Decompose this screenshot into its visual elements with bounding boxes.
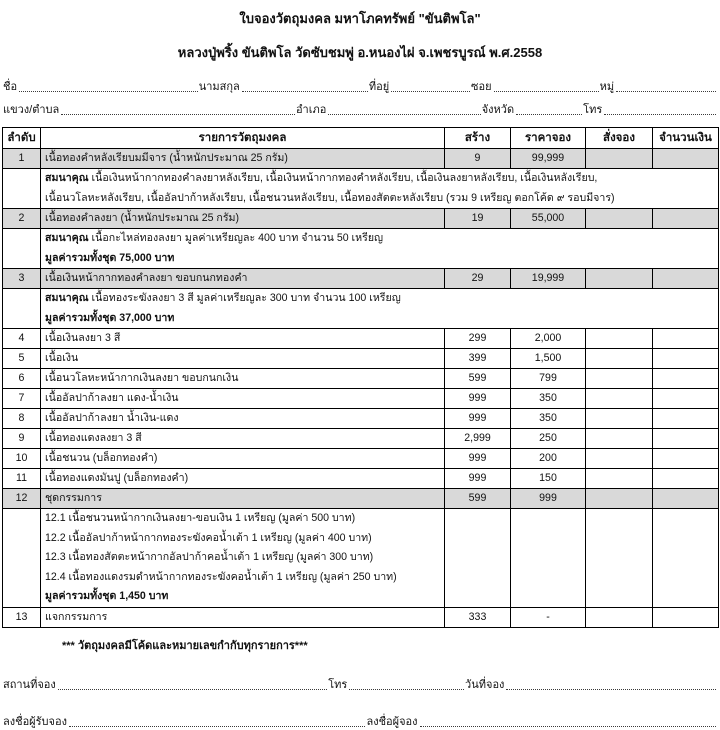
form-subtitle: หลวงปู่พริ้ง ขันติพโล วัดซับชมพู่ อ.หนองไผ่ จ.เพชรบูรณ์ พ.ศ.2558 xyxy=(177,45,543,60)
item-row xyxy=(3,329,719,349)
dotted-fill-space xyxy=(604,114,716,115)
sub-item-line: 12.3 เนื้อทองสัตตะหน้ากากอัลปาก้าคอน้ำเต้า 1 เหรียญ (มูลค่า 300 บาท) xyxy=(45,551,374,563)
amount-cell xyxy=(653,329,719,349)
field-label: ลงชื่อผู้จอง xyxy=(366,715,418,728)
reserve-price: 200 xyxy=(511,449,586,469)
made-count: 2,999 xyxy=(445,429,511,449)
row-number-empty xyxy=(3,229,41,269)
item-name: ชุดกรรมการ xyxy=(41,489,445,509)
field-label: จังหวัด xyxy=(481,104,515,116)
made-count: 999 xyxy=(445,389,511,409)
field-label: แขวง/ตำบล xyxy=(3,104,60,116)
bonus-note-row xyxy=(3,229,719,269)
header-row xyxy=(3,128,719,149)
reserve-price: 1,500 xyxy=(511,349,586,369)
row-number: 3 xyxy=(3,269,41,289)
item-row xyxy=(3,449,719,469)
dotted-fill-space xyxy=(61,114,295,115)
order-cell xyxy=(586,607,653,627)
row-number-empty xyxy=(3,169,41,209)
column-header: จำนวนเงิน xyxy=(653,128,719,149)
amount-cell xyxy=(653,409,719,429)
bonus-label: สมนาคุณ xyxy=(45,292,92,304)
order-cell xyxy=(586,349,653,369)
field-label: ลงชื่อผู้รับจอง xyxy=(3,715,67,728)
table-header-row xyxy=(3,128,719,149)
form-title: ใบจองวัตถุมงคล มหาโภคทรัพย์ "ขันติพโล" xyxy=(239,11,481,26)
order-empty xyxy=(586,509,653,608)
dotted-fill-space xyxy=(58,689,327,690)
set-total-line: มูลค่ารวมทั้งชุด 1,450 บาท xyxy=(45,590,169,602)
field-label: อำเภอ xyxy=(295,104,327,116)
made-count: 999 xyxy=(445,469,511,489)
column-header: ราคาจอง xyxy=(511,128,586,149)
item-name: เนื้อเงินลงยา 3 สี xyxy=(41,329,445,349)
order-cell xyxy=(586,329,653,349)
made-count: 999 xyxy=(445,449,511,469)
item-row xyxy=(3,607,719,627)
row-number: 12 xyxy=(3,489,41,509)
row-number: 5 xyxy=(3,349,41,369)
item-name: เนื้ออัลปาก้าลงยา น้ำเงิน-แดง xyxy=(41,409,445,429)
dotted-fill-space xyxy=(242,91,368,92)
item-name: เนื้ออัลปาก้าลงยา แดง-น้ำเงิน xyxy=(41,389,445,409)
amount-cell xyxy=(653,389,719,409)
column-header: สร้าง xyxy=(445,128,511,149)
row-number-empty xyxy=(3,289,41,329)
item-row xyxy=(3,209,719,229)
row-number: 2 xyxy=(3,209,41,229)
item-name: แจกกรรมการ xyxy=(41,607,445,627)
reserve-price: 99,999 xyxy=(511,149,586,169)
table-body xyxy=(3,149,719,628)
reserve-price: - xyxy=(511,607,586,627)
order-cell xyxy=(586,409,653,429)
row-number: 7 xyxy=(3,389,41,409)
bonus-note-cell xyxy=(41,229,719,269)
item-name: เนื้อทองคำหลังเรียบมมีจาร (น้ำหนักประมาณ 25 กรัม) xyxy=(41,149,445,169)
reserve-price: 350 xyxy=(511,409,586,429)
sub-items-row xyxy=(3,509,719,608)
made-count: 999 xyxy=(445,409,511,429)
dotted-fill-space xyxy=(391,91,470,92)
booking-place-line xyxy=(3,670,717,693)
order-cell xyxy=(586,209,653,229)
dotted-fill-space xyxy=(616,91,716,92)
bonus-note-row xyxy=(3,169,719,209)
order-cell xyxy=(586,149,653,169)
amount-cell xyxy=(653,449,719,469)
reserve-price: 799 xyxy=(511,369,586,389)
bonus-note-cell xyxy=(41,169,719,209)
amount-cell xyxy=(653,269,719,289)
bonus-note-line: สมนาคุณ เนื้อเงินหน้ากากทองคำลงยาหลังเรียบ, เนื้อเงินหน้ากากทองคำหลังเรียบ, เนื้อเงินลงยาหลังเรียบ, เนื้อเงินหลังเรียบ, xyxy=(45,172,598,184)
amount-cell xyxy=(653,429,719,449)
item-name: เนื้อทองแดงมันปู (บล็อกทองคำ) xyxy=(41,469,445,489)
order-cell xyxy=(586,389,653,409)
bonus-note-line: สมนาคุณ เนื้อทองระฆังลงยา 3 สี มูลค่าเหรียญละ 300 บาท จำนวน 100 เหรียญ xyxy=(45,292,401,304)
made-empty xyxy=(445,509,511,608)
reserve-price: 19,999 xyxy=(511,269,586,289)
amount-cell xyxy=(653,369,719,389)
price-empty xyxy=(511,509,586,608)
row-number: 6 xyxy=(3,369,41,389)
reserve-price: 350 xyxy=(511,389,586,409)
reserve-price: 999 xyxy=(511,489,586,509)
dotted-fill-space xyxy=(516,114,582,115)
made-count: 299 xyxy=(445,329,511,349)
item-name: เนื้อเงินหน้ากากทองคำลงยา ขอบกนกทองคำ xyxy=(41,269,445,289)
item-name: เนื้อทองแดงลงยา 3 สี xyxy=(41,429,445,449)
field-label: ชื่อ xyxy=(3,81,18,93)
order-cell xyxy=(586,469,653,489)
field-label: ซอย xyxy=(471,81,492,93)
item-row xyxy=(3,409,719,429)
order-cell xyxy=(586,429,653,449)
bonus-note-line: สมนาคุณ เนื้อกะไหล่ทองลงยา มูลค่าเหรียญละ 400 บาท จำนวน 50 เหรียญ xyxy=(45,232,384,244)
bonus-note-line: มูลค่ารวมทั้งชุด 75,000 บาท xyxy=(45,251,175,264)
item-row xyxy=(3,149,719,169)
made-count: 9 xyxy=(445,149,511,169)
dotted-fill-space xyxy=(19,91,198,92)
dotted-fill-space xyxy=(349,689,464,690)
dotted-fill-space xyxy=(506,689,716,690)
sub-item-line: 12.1 เนื้อชนวนหน้ากากเงินลงยา-ขอบเงิน 1 เหรียญ (มูลค่า 500 บาท) xyxy=(45,512,356,524)
field-label: โทร xyxy=(583,104,603,116)
amount-cell xyxy=(653,349,719,369)
row-number: 9 xyxy=(3,429,41,449)
reserve-price: 2,000 xyxy=(511,329,586,349)
row-number: 11 xyxy=(3,469,41,489)
column-header: รายการวัตถุมงคล xyxy=(41,128,445,149)
order-cell xyxy=(586,369,653,389)
bonus-note-line: เนื้อนวโลหะหลังเรียบ, เนื้ออัลปาก้าหลังเรียบ, เนื้อชนวนหลังเรียบ, เนื้อทองสัตตะหลังเรียบ (รวม 9 เหรียญ ตอกโค้ด ๙ รอบมีจาร) xyxy=(45,191,615,204)
bonus-note-row xyxy=(3,289,719,329)
reserve-price: 250 xyxy=(511,429,586,449)
row-number: 10 xyxy=(3,449,41,469)
row-number: 13 xyxy=(3,607,41,627)
order-cell xyxy=(586,449,653,469)
amount-cell xyxy=(653,469,719,489)
item-name: เนื้อชนวน (บล็อกทองคำ) xyxy=(41,449,445,469)
made-count: 333 xyxy=(445,607,511,627)
item-row xyxy=(3,389,719,409)
sub-item-line: 12.2 เนื้ออัลปาก้าหน้ากากทองระฆังคอน้ำเต้า 1 เหรียญ (มูลค่า 400 บาท) xyxy=(45,531,372,544)
code-remark-note: *** วัตถุมงคลมีโค้ดและหมายเลขกำกับทุกรายการ*** xyxy=(62,639,308,652)
made-count: 399 xyxy=(445,349,511,369)
row-number: 8 xyxy=(3,409,41,429)
sub-item-line: 12.4 เนื้อทองแดงรมดำหน้ากากทองระฆังคอน้ำเต้า 1 เหรียญ (มูลค่า 250 บาท) xyxy=(45,570,397,583)
row-number-empty xyxy=(3,509,41,608)
applicant-info-line-1 xyxy=(3,72,717,95)
amount-cell xyxy=(653,607,719,627)
reserve-price: 55,000 xyxy=(511,209,586,229)
item-row xyxy=(3,489,719,509)
bonus-note-line: มูลค่ารวมทั้งชุด 37,000 บาท xyxy=(45,311,175,324)
row-number: 4 xyxy=(3,329,41,349)
dotted-fill-space xyxy=(420,726,717,727)
bonus-label: สมนาคุณ xyxy=(45,232,92,244)
sub-items-cell xyxy=(41,509,445,608)
made-count: 599 xyxy=(445,369,511,389)
field-label: ที่อยู่ xyxy=(368,81,390,93)
bonus-note-cell xyxy=(41,289,719,329)
order-cell xyxy=(586,489,653,509)
field-label: หมู่ xyxy=(599,81,615,93)
made-count: 19 xyxy=(445,209,511,229)
item-name: เนื้อนวโลหะหน้ากากเงินลงยา ขอบกนกเงิน xyxy=(41,369,445,389)
item-row xyxy=(3,369,719,389)
item-row xyxy=(3,269,719,289)
reserve-price: 150 xyxy=(511,469,586,489)
amount-empty xyxy=(653,509,719,608)
order-cell xyxy=(586,269,653,289)
column-header: สั่งจอง xyxy=(586,128,653,149)
field-label: สถานที่จอง xyxy=(3,678,56,691)
signature-line xyxy=(3,707,717,730)
row-number: 1 xyxy=(3,149,41,169)
item-row xyxy=(3,349,719,369)
item-row xyxy=(3,469,719,489)
applicant-info-line-2 xyxy=(3,95,717,118)
column-header: ลำดับ xyxy=(3,128,41,149)
amount-cell xyxy=(653,489,719,509)
made-count: 29 xyxy=(445,269,511,289)
field-label: วันที่จอง xyxy=(465,678,505,691)
item-name: เนื้อทองคำลงยา (น้ำหนักประมาณ 25 กรัม) xyxy=(41,209,445,229)
dotted-fill-space xyxy=(494,91,599,92)
made-count: 599 xyxy=(445,489,511,509)
bonus-label: สมนาคุณ xyxy=(45,172,92,184)
dotted-fill-space xyxy=(69,726,366,727)
item-name: เนื้อเงิน xyxy=(41,349,445,369)
item-row xyxy=(3,429,719,449)
amount-cell xyxy=(653,149,719,169)
field-label: โทร xyxy=(328,678,348,691)
dotted-fill-space xyxy=(328,114,480,115)
amount-cell xyxy=(653,209,719,229)
amulet-order-table xyxy=(2,127,719,628)
field-label: นามสกุล xyxy=(198,81,240,93)
